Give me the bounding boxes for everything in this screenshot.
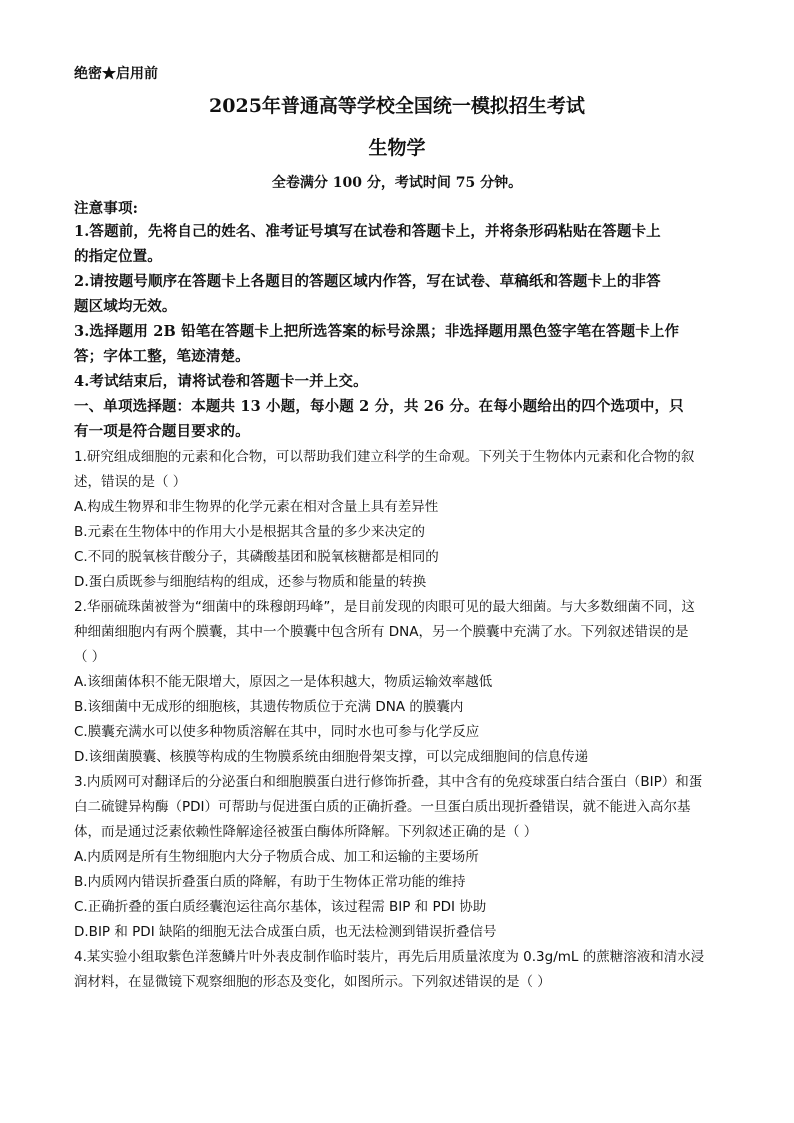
exam-info: 全卷满分 100 分，考试时间 75 分钟。	[271, 175, 523, 191]
option-line: A.该细菌体积不能无限增大，原因之一是体积越大，物质运输效率越低	[74, 674, 493, 690]
section-heading: 一、单项选择题：本题共 13 小题，每小题 2 分，共 26 分。在每小题给出的四个选项中，只	[74, 398, 684, 415]
notes-line: 2.请按题号顺序在答题卡上各题目的答题区域内作答，写在试卷、草稿纸和答题卡上的非答	[74, 273, 661, 290]
notes-line: 题区域均无效。	[74, 298, 177, 315]
question-line: 3.内质网可对翻译后的分泌蛋白和细胞膜蛋白进行修饰折叠，其中含有的免疫球蛋白结合蛋白（BIP）和蛋	[74, 774, 703, 790]
notes-line: 的指定位置。	[74, 248, 162, 265]
question-line: 4.某实验小组取紫色洋葱鳞片叶外表皮制作临时装片，再先后用质量浓度为 0.3g/mL 的蔗糖溶液和清水浸	[74, 949, 705, 965]
notes-line: 答；字体工整，笔迹清楚。	[74, 348, 250, 365]
question-line: 体，而是通过泛素依赖性降解途径被蛋白酶体所降解。下列叙述正确的是（ ）	[74, 824, 538, 840]
question-line: 种细菌细胞内有两个膜囊，其中一个膜囊中包含所有 DNA，另一个膜囊中充满了水。下列叙述错误的是	[74, 624, 689, 640]
option-line: A.构成生物界和非生物界的化学元素在相对含量上具有差异性	[74, 499, 439, 515]
option-line: C.正确折叠的蛋白质经囊泡运往高尔基体，该过程需 BIP 和 PDI 协助	[74, 899, 487, 915]
option-line: C.不同的脱氧核苷酸分子，其磷酸基团和脱氧核糖都是相同的	[74, 549, 439, 565]
question-line: 2.华丽硫珠菌被誉为“细菌中的珠穆朗玛峰”，是目前发现的肉眼可见的最大细菌。与大多数细菌不同，这	[74, 599, 695, 615]
question-line: 白二硫键异构酶（PDI）可帮助与促进蛋白质的正确折叠。一旦蛋白质出现折叠错误，就不能进入高尔基	[74, 799, 691, 815]
question-line: （ ）	[74, 649, 106, 665]
confidential-label: 绝密★启用前	[74, 66, 158, 82]
notes-line: 3.选择题用 2B 铅笔在答题卡上把所选答案的标号涂黑；非选择题用黑色签字笔在答题卡上作	[74, 323, 680, 340]
option-line: D.BIP 和 PDI 缺陷的细胞无法合成蛋白质，也无法检测到错误折叠信号	[74, 924, 497, 940]
exam-title: 2025年普通高等学校全国统一模拟招生考试	[209, 95, 585, 117]
question-line: 述，错误的是（ ）	[74, 474, 187, 490]
section-heading: 有一项是符合题目要求的。	[74, 423, 250, 440]
option-line: B.内质网内错误折叠蛋白质的降解，有助于生物体正常功能的维持	[74, 874, 466, 890]
option-line: B.元素在生物体中的作用大小是根据其含量的多少来决定的	[74, 524, 426, 540]
question-line: 1.研究组成细胞的元素和化合物，可以帮助我们建立科学的生命观。下列关于生物体内元素和化合物的叙	[74, 449, 695, 465]
question-line: 润材料，在显微镜下观察细胞的形态及变化，如图所示。下列叙述错误的是（ ）	[74, 974, 551, 990]
option-line: B.该细菌中无成形的细胞核，其遗传物质位于充满 DNA 的膜囊内	[74, 699, 464, 715]
option-line: C.膜囊充满水可以使多种物质溶解在其中，同时水也可参与化学反应	[74, 724, 480, 740]
notes-line: 1.答题前，先将自己的姓名、准考证号填写在试卷和答题卡上，并将条形码粘贴在答题卡上	[74, 223, 661, 240]
option-line: D.该细菌膜囊、核膜等构成的生物膜系统由细胞骨架支撑，可以完成细胞间的信息传递	[74, 749, 589, 765]
option-line: A.内质网是所有生物细胞内大分子物质合成、加工和运输的主要场所	[74, 849, 479, 865]
option-line: D.蛋白质既参与细胞结构的组成，还参与物质和能量的转换	[74, 574, 427, 590]
subject-title: 生物学	[368, 137, 426, 159]
notes-heading: 注意事项:	[74, 200, 139, 217]
notes-line: 4.考试结束后，请将试卷和答题卡一并上交。	[74, 373, 368, 390]
